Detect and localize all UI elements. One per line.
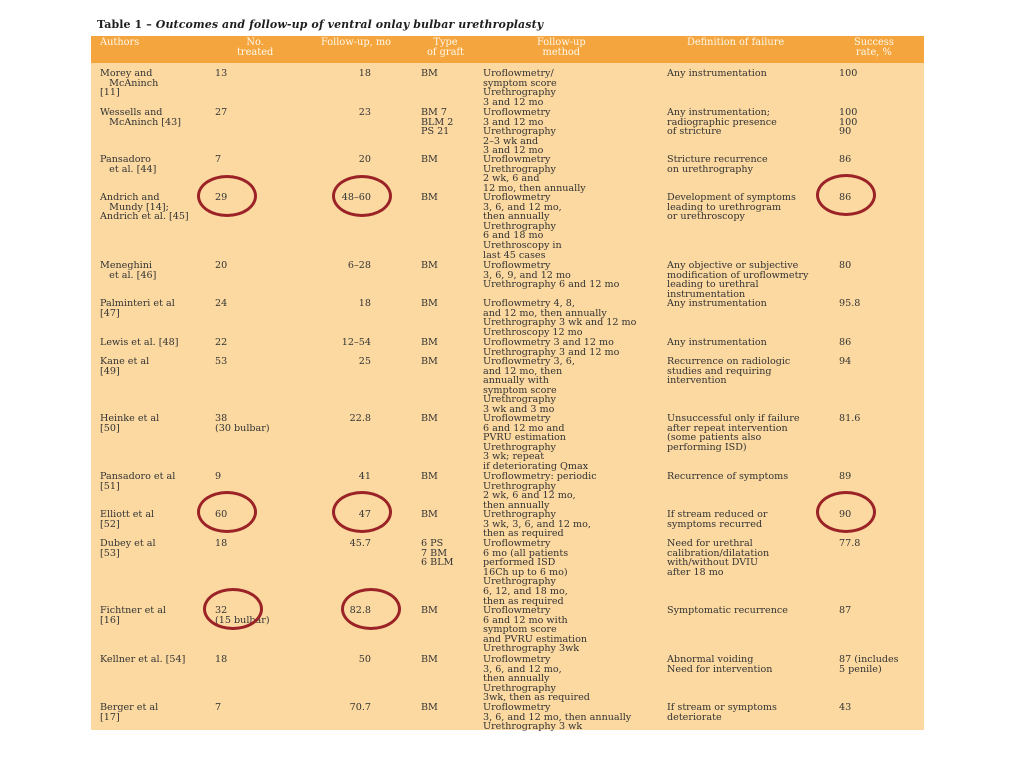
cell-graft: BM bbox=[421, 337, 438, 348]
cell-success: 86 bbox=[839, 154, 852, 165]
header-success: Success rate, % bbox=[854, 37, 894, 58]
cell-method: Uroflowmetry 3, 6, 9, and 12 mo Urethrography 6 and 12 mo bbox=[483, 260, 620, 291]
cell-success: 94 bbox=[839, 356, 852, 367]
cell-graft: BM 7 BLM 2 PS 21 bbox=[421, 107, 454, 138]
highlight-circle bbox=[332, 491, 392, 533]
cell-method: Uroflowmetry 3 and 12 mo Urethrography 3 and 12 mo bbox=[483, 337, 620, 358]
cell-authors: Lewis et al. [48] bbox=[100, 337, 179, 348]
header-authors: Authors bbox=[100, 37, 140, 48]
cell-failure: Symptomatic recurrence bbox=[667, 605, 788, 616]
cell-failure: Development of symptoms leading to urethrogram or urethroscopy bbox=[667, 192, 796, 223]
cell-method: Uroflowmetry 3, 6, and 12 mo, then annually with symptom score Urethrography 3 wk and 3 mo bbox=[483, 356, 575, 415]
cell-success: 100 100 90 bbox=[839, 107, 858, 138]
cell-treated: 24 bbox=[215, 298, 228, 309]
cell-success: 89 bbox=[839, 471, 852, 482]
cell-authors: Heinke et al [50] bbox=[100, 413, 160, 434]
cell-treated: 18 bbox=[215, 538, 228, 549]
header-method: Follow-up method bbox=[537, 37, 586, 58]
cell-authors: Morey and McAninch [11] bbox=[100, 68, 159, 99]
cell-success: 95.8 bbox=[839, 298, 861, 309]
cell-method: Urethrography 3 wk, 3, 6, and 12 mo, then as required bbox=[483, 509, 591, 540]
cell-success: 43 bbox=[839, 702, 852, 713]
cell-method: Uroflowmetry 6 and 12 mo and PVRU estimation Urethrography 3 wk; repeat if deteriorating Qmax bbox=[483, 413, 589, 472]
cell-treated: 38 (30 bulbar) bbox=[215, 413, 270, 434]
cell-graft: BM bbox=[421, 260, 438, 271]
cell-graft: BM bbox=[421, 509, 438, 520]
cell-graft: BM bbox=[421, 654, 438, 665]
cell-success: 87 bbox=[839, 605, 852, 616]
cell-method: Uroflowmetry 3, 6, and 12 mo, then annually Urethrography 3 wk bbox=[483, 702, 632, 733]
cell-followup: 12–54 bbox=[341, 337, 371, 348]
cell-authors: Berger et al [17] bbox=[100, 702, 159, 723]
cell-method: Uroflowmetry/ symptom score Urethrography 3 and 12 mo bbox=[483, 68, 557, 108]
table-title-text: Outcomes and follow-up of ventral onlay bulbar urethroplasty bbox=[155, 18, 544, 31]
highlight-circle bbox=[203, 588, 263, 630]
cell-graft: BM bbox=[421, 356, 438, 367]
cell-treated: 22 bbox=[215, 337, 228, 348]
cell-method: Uroflowmetry 3, 6, and 12 mo, then annually Urethrography 3wk, then as required bbox=[483, 654, 590, 704]
cell-authors: Andrich and Mundy [14]; Andrich et al. [45] bbox=[100, 192, 189, 223]
cell-method: Uroflowmetry 4, 8, and 12 mo, then annually Urethrography 3 wk and 12 mo Urethroscopy 12 mo bbox=[483, 298, 637, 338]
cell-treated: 27 bbox=[215, 107, 228, 118]
cell-authors: Dubey et al [53] bbox=[100, 538, 156, 559]
outcomes-table bbox=[91, 36, 924, 733]
cell-success: 77.8 bbox=[839, 538, 861, 549]
highlight-circle bbox=[197, 175, 257, 217]
cell-graft: BM bbox=[421, 605, 438, 616]
cell-graft: BM bbox=[421, 192, 438, 203]
highlight-circle bbox=[197, 491, 257, 533]
cell-authors: Wessells and McAninch [43] bbox=[100, 107, 181, 128]
cell-failure: Any instrumentation bbox=[667, 68, 767, 79]
cell-authors: Meneghini et al. [46] bbox=[100, 260, 157, 281]
cell-graft: BM bbox=[421, 154, 438, 165]
cell-followup: 18 bbox=[358, 298, 371, 309]
cell-followup: 47 bbox=[358, 509, 371, 520]
cell-failure: Any instrumentation bbox=[667, 298, 767, 309]
table-title-prefix: Table 1 – bbox=[97, 18, 156, 31]
cell-followup: 70.7 bbox=[349, 702, 371, 713]
cell-followup: 48–60 bbox=[341, 192, 371, 203]
cell-authors: Pansadoro et al. [44] bbox=[100, 154, 157, 175]
cell-followup: 18 bbox=[358, 68, 371, 79]
cell-graft: BM bbox=[421, 298, 438, 309]
cell-followup: 82.8 bbox=[349, 605, 371, 616]
cell-method: Uroflowmetry 3 and 12 mo Urethrography 2–3 wk and 3 and 12 mo bbox=[483, 107, 556, 157]
cell-followup: 25 bbox=[358, 356, 371, 367]
cell-followup: 6–28 bbox=[347, 260, 371, 271]
cell-followup: 50 bbox=[358, 654, 371, 665]
cell-treated: 29 bbox=[215, 192, 228, 203]
cell-method: Uroflowmetry 6 and 12 mo with symptom score and PVRU estimation Urethrography 3wk bbox=[483, 605, 588, 655]
cell-authors: Kellner et al. [54] bbox=[100, 654, 186, 665]
highlight-circle bbox=[332, 175, 392, 217]
cell-failure: Unsuccessful only if failure after repeat intervention (some patients also performing ISD) bbox=[667, 413, 800, 453]
cell-method: Uroflowmetry 3, 6, and 12 mo, then annually Urethrography 6 and 18 mo Urethroscopy in last 45 cases bbox=[483, 192, 562, 261]
cell-failure: Need for urethral calibration/dilatation with/without DVIU after 18 mo bbox=[667, 538, 770, 578]
cell-treated: 13 bbox=[215, 68, 228, 79]
cell-failure: Any instrumentation; radiographic presence of stricture bbox=[667, 107, 777, 138]
cell-success: 86 bbox=[839, 192, 852, 203]
cell-graft: BM bbox=[421, 68, 438, 79]
cell-success: 86 bbox=[839, 337, 852, 348]
cell-treated: 18 bbox=[215, 654, 228, 665]
cell-success: 90 bbox=[839, 509, 852, 520]
cell-failure: Any instrumentation bbox=[667, 337, 767, 348]
cell-followup: 41 bbox=[358, 471, 371, 482]
cell-failure: Abnormal voiding Need for intervention bbox=[667, 654, 773, 675]
cell-authors: Fichtner et al [16] bbox=[100, 605, 166, 626]
header-graft: Type of graft bbox=[427, 37, 464, 58]
cell-treated: 7 bbox=[215, 702, 222, 713]
cell-graft: BM bbox=[421, 702, 438, 713]
header-treated: No. treated bbox=[237, 37, 274, 58]
cell-treated: 60 bbox=[215, 509, 228, 520]
cell-success: 80 bbox=[839, 260, 852, 271]
header-failure: Definition of failure bbox=[687, 37, 785, 48]
cell-failure: Recurrence on radiologic studies and requiring intervention bbox=[667, 356, 791, 387]
cell-authors: Elliott et al [52] bbox=[100, 509, 155, 530]
cell-treated: 9 bbox=[215, 471, 222, 482]
cell-followup: 22.8 bbox=[349, 413, 371, 424]
cell-graft: BM bbox=[421, 471, 438, 482]
highlight-circle bbox=[816, 174, 876, 216]
cell-followup: 20 bbox=[358, 154, 371, 165]
cell-failure: If stream reduced or symptoms recurred bbox=[667, 509, 768, 530]
cell-followup: 23 bbox=[358, 107, 371, 118]
cell-graft: BM bbox=[421, 413, 438, 424]
cell-treated: 32 (15 bulbar) bbox=[215, 605, 270, 626]
cell-failure: Recurrence of symptoms bbox=[667, 471, 789, 482]
cell-success: 81.6 bbox=[839, 413, 861, 424]
cell-followup: 45.7 bbox=[349, 538, 371, 549]
cell-failure: Stricture recurrence on urethrography bbox=[667, 154, 768, 175]
cell-method: Uroflowmetry: periodic Urethrography 2 wk, 6 and 12 mo, then annually bbox=[483, 471, 597, 511]
cell-authors: Pansadoro et al [51] bbox=[100, 471, 176, 492]
cell-success: 100 bbox=[839, 68, 858, 79]
cell-authors: Palminteri et al [47] bbox=[100, 298, 175, 319]
cell-method: Uroflowmetry 6 mo (all patients performed ISD 16Ch up to 6 mo) Urethrography 6, 12, and 18 mo, then as required bbox=[483, 538, 569, 607]
cell-failure: Any objective or subjective modification of uroflowmetry leading to urethral instrumentation bbox=[667, 260, 809, 300]
cell-success: 87 (includes 5 penile) bbox=[839, 654, 899, 675]
cell-method: Uroflowmetry Urethrography 2 wk, 6 and 12 mo, then annually bbox=[483, 154, 586, 194]
highlight-circle bbox=[816, 491, 876, 533]
header-followup: Follow-up, mo bbox=[321, 37, 392, 48]
cell-graft: 6 PS 7 BM 6 BLM bbox=[421, 538, 454, 569]
table-title bbox=[97, 18, 543, 31]
cell-authors: Kane et al [49] bbox=[100, 356, 150, 377]
highlight-circle bbox=[341, 588, 401, 630]
cell-failure: If stream or symptoms deteriorate bbox=[667, 702, 777, 723]
table-header-row bbox=[91, 36, 924, 63]
cell-treated: 20 bbox=[215, 260, 228, 271]
cell-treated: 7 bbox=[215, 154, 222, 165]
cell-treated: 53 bbox=[215, 356, 228, 367]
